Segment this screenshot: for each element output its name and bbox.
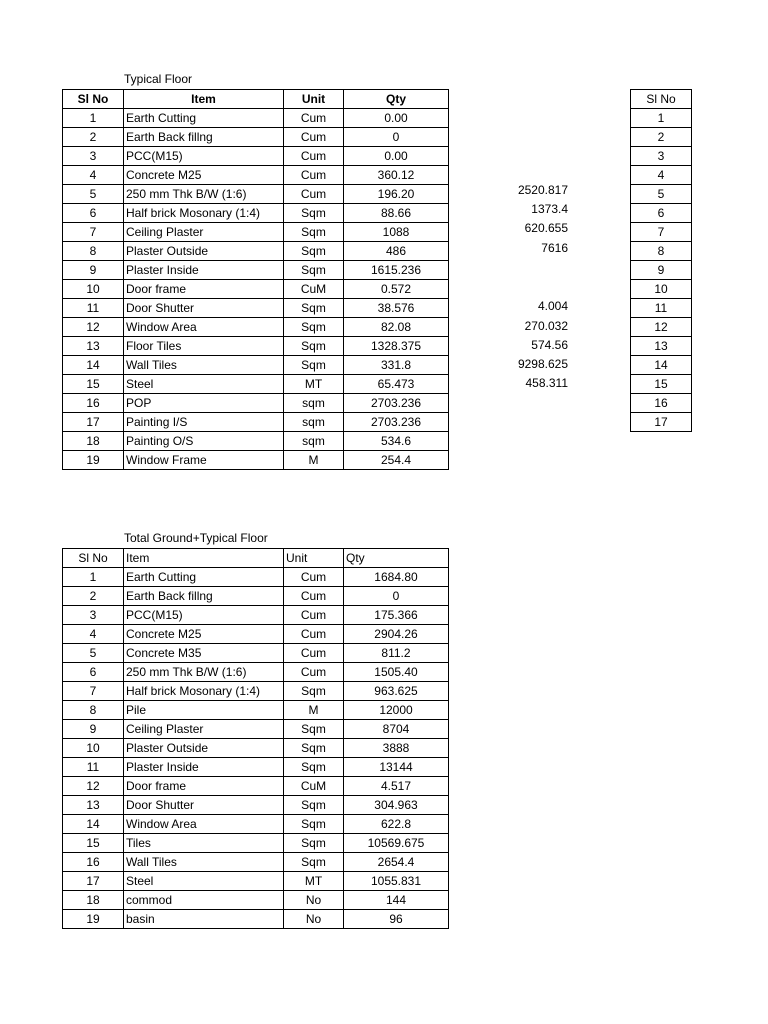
sl-no-cell: 12 bbox=[63, 318, 124, 337]
unit-cell: No bbox=[284, 891, 344, 910]
table-row bbox=[63, 204, 449, 223]
table-row bbox=[63, 318, 449, 337]
qty-cell: 13144 bbox=[344, 758, 449, 777]
qty-cell: 2904.26 bbox=[344, 625, 449, 644]
qty-cell: 2703.236 bbox=[344, 413, 449, 432]
unit-cell: Sqm bbox=[284, 318, 344, 337]
table-row bbox=[631, 223, 692, 242]
table2-title: Total Ground+Typical Floor bbox=[124, 531, 268, 545]
sl-no-cell: 18 bbox=[63, 432, 124, 451]
item-cell: Tiles bbox=[124, 834, 284, 853]
sl-no-cell: 9 bbox=[631, 261, 692, 280]
item-cell: Steel bbox=[124, 375, 284, 394]
table-row bbox=[63, 872, 449, 891]
sl-no-cell: 7 bbox=[63, 223, 124, 242]
side-value: 620.655 bbox=[524, 221, 568, 235]
qty-cell: 0.572 bbox=[344, 280, 449, 299]
table-row bbox=[631, 375, 692, 394]
unit-cell: MT bbox=[284, 872, 344, 891]
sl-no-cell: 12 bbox=[631, 318, 692, 337]
item-cell: Painting I/S bbox=[124, 413, 284, 432]
header-cell: Item bbox=[124, 90, 284, 109]
sl-no-cell: 4 bbox=[631, 166, 692, 185]
table-row bbox=[63, 394, 449, 413]
qty-cell: 963.625 bbox=[344, 682, 449, 701]
side-value: 9298.625 bbox=[517, 357, 568, 371]
table-header-row bbox=[63, 549, 449, 568]
item-cell: Window Frame bbox=[124, 451, 284, 470]
unit-cell: Cum bbox=[284, 663, 344, 682]
side-value: 1373.4 bbox=[531, 202, 568, 216]
sl-no-cell: 10 bbox=[63, 739, 124, 758]
item-cell: Ceiling Plaster bbox=[124, 223, 284, 242]
qty-cell: 10569.675 bbox=[344, 834, 449, 853]
sl-no-cell: 17 bbox=[63, 413, 124, 432]
table-row bbox=[63, 356, 449, 375]
item-cell: Plaster Inside bbox=[124, 758, 284, 777]
sl-no-cell: 8 bbox=[631, 242, 692, 261]
qty-cell: 38.576 bbox=[344, 299, 449, 318]
side-value: 4.004 bbox=[537, 299, 568, 313]
sl-no-cell: 16 bbox=[631, 394, 692, 413]
qty-cell: 1684.80 bbox=[344, 568, 449, 587]
sl-no-cell: 1 bbox=[63, 568, 124, 587]
table-row bbox=[63, 910, 449, 929]
header-cell: Qty bbox=[344, 549, 449, 568]
item-cell: Door frame bbox=[124, 280, 284, 299]
table-row bbox=[63, 739, 449, 758]
header-cell: Sl No bbox=[63, 549, 124, 568]
qty-cell: 144 bbox=[344, 891, 449, 910]
unit-cell: sqm bbox=[284, 432, 344, 451]
unit-cell: sqm bbox=[284, 413, 344, 432]
sl-no-cell: 5 bbox=[631, 185, 692, 204]
qty-cell: 811.2 bbox=[344, 644, 449, 663]
unit-cell: Sqm bbox=[284, 720, 344, 739]
unit-cell: sqm bbox=[284, 394, 344, 413]
sl-no-cell: 15 bbox=[63, 375, 124, 394]
item-cell: POP bbox=[124, 394, 284, 413]
table-row bbox=[631, 280, 692, 299]
sl-no-cell: 12 bbox=[63, 777, 124, 796]
table-row bbox=[63, 625, 449, 644]
sl-no-cell: 3 bbox=[63, 606, 124, 625]
sl-no-cell: 16 bbox=[63, 394, 124, 413]
sl-no-cell: 2 bbox=[63, 128, 124, 147]
qty-cell: 8704 bbox=[344, 720, 449, 739]
table-row bbox=[63, 375, 449, 394]
qty-cell: 1328.375 bbox=[344, 337, 449, 356]
table-row bbox=[63, 815, 449, 834]
unit-cell: Sqm bbox=[284, 739, 344, 758]
table-row bbox=[631, 204, 692, 223]
side-value: 2520.817 bbox=[517, 183, 568, 197]
unit-cell: Cum bbox=[284, 147, 344, 166]
qty-cell: 12000 bbox=[344, 701, 449, 720]
qty-cell: 2654.4 bbox=[344, 853, 449, 872]
qty-cell: 331.8 bbox=[344, 356, 449, 375]
sl-no-cell: 7 bbox=[631, 223, 692, 242]
sl-no-cell: 19 bbox=[63, 451, 124, 470]
qty-cell: 82.08 bbox=[344, 318, 449, 337]
unit-cell: No bbox=[284, 910, 344, 929]
sl-no-cell: 2 bbox=[631, 128, 692, 147]
sl-no-cell: 6 bbox=[631, 204, 692, 223]
sl-no-cell: 5 bbox=[63, 644, 124, 663]
qty-cell: 486 bbox=[344, 242, 449, 261]
item-cell: basin bbox=[124, 910, 284, 929]
unit-cell: Sqm bbox=[284, 356, 344, 375]
item-cell: Earth Cutting bbox=[124, 109, 284, 128]
table-row bbox=[63, 109, 449, 128]
table-row bbox=[631, 299, 692, 318]
item-cell: Half brick Mosonary (1:4) bbox=[124, 682, 284, 701]
table-row bbox=[63, 185, 449, 204]
sl-no-cell: 11 bbox=[63, 299, 124, 318]
item-cell: Door frame bbox=[124, 777, 284, 796]
sl-no-cell: 5 bbox=[63, 185, 124, 204]
typical-floor-table bbox=[62, 89, 449, 470]
item-cell: Earth Back fillng bbox=[124, 128, 284, 147]
table-row bbox=[63, 644, 449, 663]
unit-cell: CuM bbox=[284, 280, 344, 299]
sl-no-cell: 1 bbox=[63, 109, 124, 128]
table-row bbox=[631, 242, 692, 261]
sl-no-cell: 2 bbox=[63, 587, 124, 606]
sl-no-cell: 10 bbox=[631, 280, 692, 299]
table-row bbox=[631, 413, 692, 432]
item-cell: Pile bbox=[124, 701, 284, 720]
table-row bbox=[63, 758, 449, 777]
unit-cell: Sqm bbox=[284, 815, 344, 834]
qty-cell: 360.12 bbox=[344, 166, 449, 185]
table-row bbox=[63, 432, 449, 451]
table-row bbox=[63, 663, 449, 682]
item-cell: Window Area bbox=[124, 815, 284, 834]
unit-cell: Sqm bbox=[284, 834, 344, 853]
unit-cell: Cum bbox=[284, 587, 344, 606]
item-cell: Ceiling Plaster bbox=[124, 720, 284, 739]
sl-no-cell: 13 bbox=[63, 796, 124, 815]
qty-cell: 2703.236 bbox=[344, 394, 449, 413]
sl-no-cell: 13 bbox=[63, 337, 124, 356]
unit-cell: Sqm bbox=[284, 796, 344, 815]
sl-no-cell: 15 bbox=[63, 834, 124, 853]
header-cell: Unit bbox=[284, 90, 344, 109]
sl-no-cell: 16 bbox=[63, 853, 124, 872]
sl-no-cell: 1 bbox=[631, 109, 692, 128]
qty-cell: 96 bbox=[344, 910, 449, 929]
sl-no-cell: 6 bbox=[63, 663, 124, 682]
item-cell: Window Area bbox=[124, 318, 284, 337]
sl-no-cell: 3 bbox=[631, 147, 692, 166]
qty-cell: 304.963 bbox=[344, 796, 449, 815]
table1-title: Typical Floor bbox=[124, 72, 193, 86]
table-row bbox=[63, 280, 449, 299]
table-header-row bbox=[63, 90, 449, 109]
sl-no-cell: 8 bbox=[63, 242, 124, 261]
unit-cell: CuM bbox=[284, 777, 344, 796]
qty-cell: 1505.40 bbox=[344, 663, 449, 682]
sl-no-cell: 19 bbox=[63, 910, 124, 929]
table-row bbox=[63, 777, 449, 796]
sl-no-cell: 8 bbox=[63, 701, 124, 720]
table-row bbox=[63, 261, 449, 280]
sl-no-cell: 14 bbox=[63, 815, 124, 834]
total-ground-typical-table bbox=[62, 548, 449, 929]
unit-cell: Sqm bbox=[284, 204, 344, 223]
sl-no-cell: 3 bbox=[63, 147, 124, 166]
qty-cell: 0 bbox=[344, 128, 449, 147]
sl-no-cell: 11 bbox=[631, 299, 692, 318]
sl-no-cell: 9 bbox=[63, 720, 124, 739]
header-cell: Sl No bbox=[63, 90, 124, 109]
unit-cell: Cum bbox=[284, 185, 344, 204]
side-slno-table bbox=[630, 89, 692, 432]
unit-cell: Cum bbox=[284, 166, 344, 185]
table-row bbox=[631, 185, 692, 204]
item-cell: Wall Tiles bbox=[124, 356, 284, 375]
table-row bbox=[63, 223, 449, 242]
sl-no-cell: 7 bbox=[63, 682, 124, 701]
table-row bbox=[63, 147, 449, 166]
item-cell: Plaster Inside bbox=[124, 261, 284, 280]
unit-cell: Cum bbox=[284, 606, 344, 625]
unit-cell: Cum bbox=[284, 625, 344, 644]
table-header-row bbox=[631, 90, 692, 109]
unit-cell: Sqm bbox=[284, 337, 344, 356]
item-cell: Earth Cutting bbox=[124, 568, 284, 587]
unit-cell: Sqm bbox=[284, 758, 344, 777]
side-value: 270.032 bbox=[524, 319, 568, 333]
sl-no-cell: 14 bbox=[63, 356, 124, 375]
item-cell: PCC(M15) bbox=[124, 147, 284, 166]
item-cell: Wall Tiles bbox=[124, 853, 284, 872]
table-row bbox=[63, 242, 449, 261]
table-row bbox=[63, 299, 449, 318]
unit-cell: MT bbox=[284, 375, 344, 394]
table-row bbox=[63, 682, 449, 701]
unit-cell: M bbox=[284, 701, 344, 720]
table-row bbox=[631, 109, 692, 128]
item-cell: Concrete M25 bbox=[124, 625, 284, 644]
table-row bbox=[63, 568, 449, 587]
unit-cell: Sqm bbox=[284, 261, 344, 280]
unit-cell: Sqm bbox=[284, 242, 344, 261]
table-row bbox=[63, 606, 449, 625]
table-row bbox=[63, 796, 449, 815]
header-cell: Unit bbox=[284, 549, 344, 568]
sl-no-cell: 4 bbox=[63, 166, 124, 185]
sl-no-cell: 11 bbox=[63, 758, 124, 777]
qty-cell: 254.4 bbox=[344, 451, 449, 470]
qty-cell: 88.66 bbox=[344, 204, 449, 223]
unit-cell: Cum bbox=[284, 109, 344, 128]
qty-cell: 4.517 bbox=[344, 777, 449, 796]
table-row bbox=[63, 337, 449, 356]
header-cell: Sl No bbox=[631, 90, 692, 109]
table-row bbox=[631, 261, 692, 280]
qty-cell: 0 bbox=[344, 587, 449, 606]
qty-cell: 196.20 bbox=[344, 185, 449, 204]
unit-cell: Cum bbox=[284, 568, 344, 587]
item-cell: Plaster Outside bbox=[124, 739, 284, 758]
item-cell: Earth Back fillng bbox=[124, 587, 284, 606]
qty-cell: 0.00 bbox=[344, 109, 449, 128]
table-row bbox=[631, 318, 692, 337]
qty-cell: 1615.236 bbox=[344, 261, 449, 280]
sl-no-cell: 13 bbox=[631, 337, 692, 356]
header-cell: Qty bbox=[344, 90, 449, 109]
sl-no-cell: 4 bbox=[63, 625, 124, 644]
table-row bbox=[63, 891, 449, 910]
sl-no-cell: 10 bbox=[63, 280, 124, 299]
table-row bbox=[63, 451, 449, 470]
item-cell: 250 mm Thk B/W (1:6) bbox=[124, 663, 284, 682]
unit-cell: Sqm bbox=[284, 853, 344, 872]
qty-cell: 534.6 bbox=[344, 432, 449, 451]
table-row bbox=[631, 356, 692, 375]
sl-no-cell: 14 bbox=[631, 356, 692, 375]
qty-cell: 0.00 bbox=[344, 147, 449, 166]
sl-no-cell: 17 bbox=[631, 413, 692, 432]
side-value: 458.311 bbox=[525, 376, 568, 390]
unit-cell: Cum bbox=[284, 644, 344, 663]
item-cell: Concrete M25 bbox=[124, 166, 284, 185]
header-cell: Item bbox=[124, 549, 284, 568]
unit-cell: Sqm bbox=[284, 223, 344, 242]
item-cell: Door Shutter bbox=[124, 796, 284, 815]
qty-cell: 65.473 bbox=[344, 375, 449, 394]
item-cell: Floor Tiles bbox=[124, 337, 284, 356]
qty-cell: 175.366 bbox=[344, 606, 449, 625]
table-row bbox=[631, 128, 692, 147]
sl-no-cell: 15 bbox=[631, 375, 692, 394]
qty-cell: 1055.831 bbox=[344, 872, 449, 891]
unit-cell: Sqm bbox=[284, 682, 344, 701]
item-cell: Plaster Outside bbox=[124, 242, 284, 261]
table-row bbox=[63, 853, 449, 872]
sl-no-cell: 18 bbox=[63, 891, 124, 910]
table-row bbox=[63, 701, 449, 720]
table-row bbox=[63, 128, 449, 147]
side-value: 7616 bbox=[541, 241, 568, 255]
item-cell: 250 mm Thk B/W (1:6) bbox=[124, 185, 284, 204]
unit-cell: Sqm bbox=[284, 299, 344, 318]
table-row bbox=[63, 834, 449, 853]
sl-no-cell: 17 bbox=[63, 872, 124, 891]
item-cell: Painting O/S bbox=[124, 432, 284, 451]
table-row bbox=[631, 394, 692, 413]
sl-no-cell: 6 bbox=[63, 204, 124, 223]
table-row bbox=[631, 166, 692, 185]
unit-cell: Cum bbox=[284, 128, 344, 147]
table-row bbox=[631, 147, 692, 166]
table-row bbox=[63, 413, 449, 432]
table-row bbox=[63, 166, 449, 185]
table-row bbox=[63, 587, 449, 606]
item-cell: Door Shutter bbox=[124, 299, 284, 318]
sl-no-cell: 9 bbox=[63, 261, 124, 280]
qty-cell: 622.8 bbox=[344, 815, 449, 834]
item-cell: Half brick Mosonary (1:4) bbox=[124, 204, 284, 223]
item-cell: Steel bbox=[124, 872, 284, 891]
item-cell: Concrete M35 bbox=[124, 644, 284, 663]
unit-cell: M bbox=[284, 451, 344, 470]
table-row bbox=[631, 337, 692, 356]
side-value: 574.56 bbox=[531, 338, 568, 352]
qty-cell: 3888 bbox=[344, 739, 449, 758]
table-row bbox=[63, 720, 449, 739]
item-cell: PCC(M15) bbox=[124, 606, 284, 625]
qty-cell: 1088 bbox=[344, 223, 449, 242]
item-cell: commod bbox=[124, 891, 284, 910]
